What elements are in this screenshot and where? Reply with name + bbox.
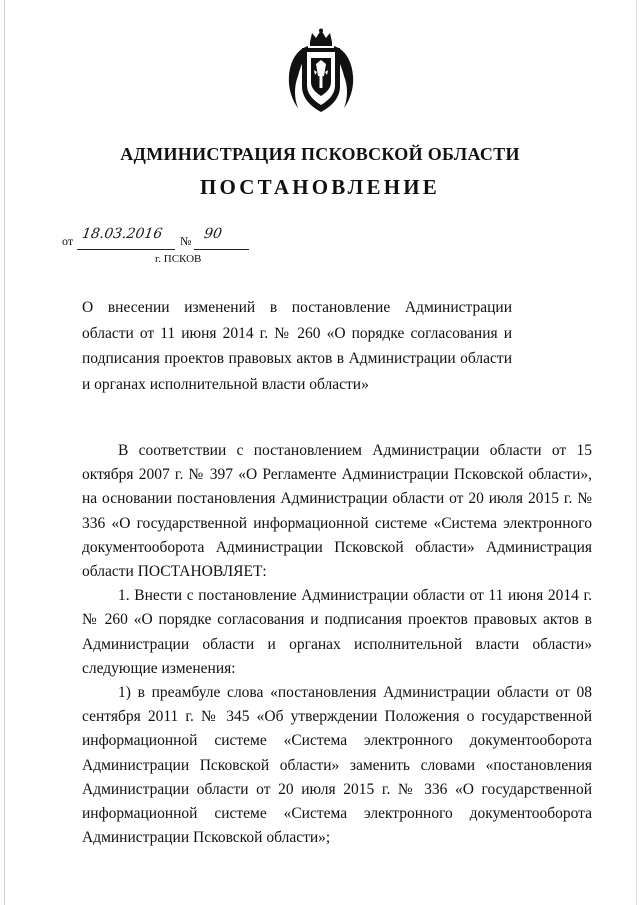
date-underline xyxy=(77,249,175,250)
page-right-edge xyxy=(636,0,637,905)
body-paragraph: 1) в преамбуле слова «постановления Администрации области от 08 сентября 2011 г. № 345 «Об утверждении Положения о государственной информационной системе «Система электронного документооборота Администрации Псковской области» заменить словами «постановления Администрации области от 20 июля 2015 г. № 336 «О государственной информационной системе «Система электронного документооборота Администрации Псковской области»; xyxy=(82,684,592,847)
body-paragraph: 1. Внести с постановление Администрации области от 11 июня 2014 г. № 260 «О порядке согласования и подписания проектов правовых актов в Администрации области и органах исполнительной власти области» следующие изменения: xyxy=(82,587,592,677)
city: г. ПСКОВ xyxy=(155,253,202,265)
page-left-edge xyxy=(4,0,5,905)
organization-title: АДМИНИСТРАЦИЯ ПСКОВСКОЙ ОБЛАСТИ xyxy=(120,144,520,164)
handwritten-number: 90 xyxy=(202,226,223,242)
date-label: от xyxy=(62,234,74,248)
handwritten-date: 18.03.2016 xyxy=(80,226,164,242)
document-type-title: ПОСТАНОВЛЕНИЕ xyxy=(199,175,441,199)
body-paragraph: В соответствии с постановлением Администрации области от 15 октября 2007 г. № 397 «О Регламенте Администрации Псковской области», на основании постановления Администрации области от 20 июля 2015 г. № 336 «О государственной информационной системе «Система электронного документооборота Администрации Псковской области» Администрация области ПОСТАНОВЛЯЕТ: xyxy=(82,442,592,581)
document-subject: О внесении изменений в постановление Администрации области от 11 июня 2014 г. № 260 «О порядке согласования и подписания проектов правовых актов в Администрации области и органах исполнительной власти области» xyxy=(82,299,512,393)
number-underline xyxy=(194,249,249,250)
coat-of-arms-emblem xyxy=(286,28,356,114)
number-label: № xyxy=(180,234,192,248)
document-body xyxy=(82,439,592,850)
